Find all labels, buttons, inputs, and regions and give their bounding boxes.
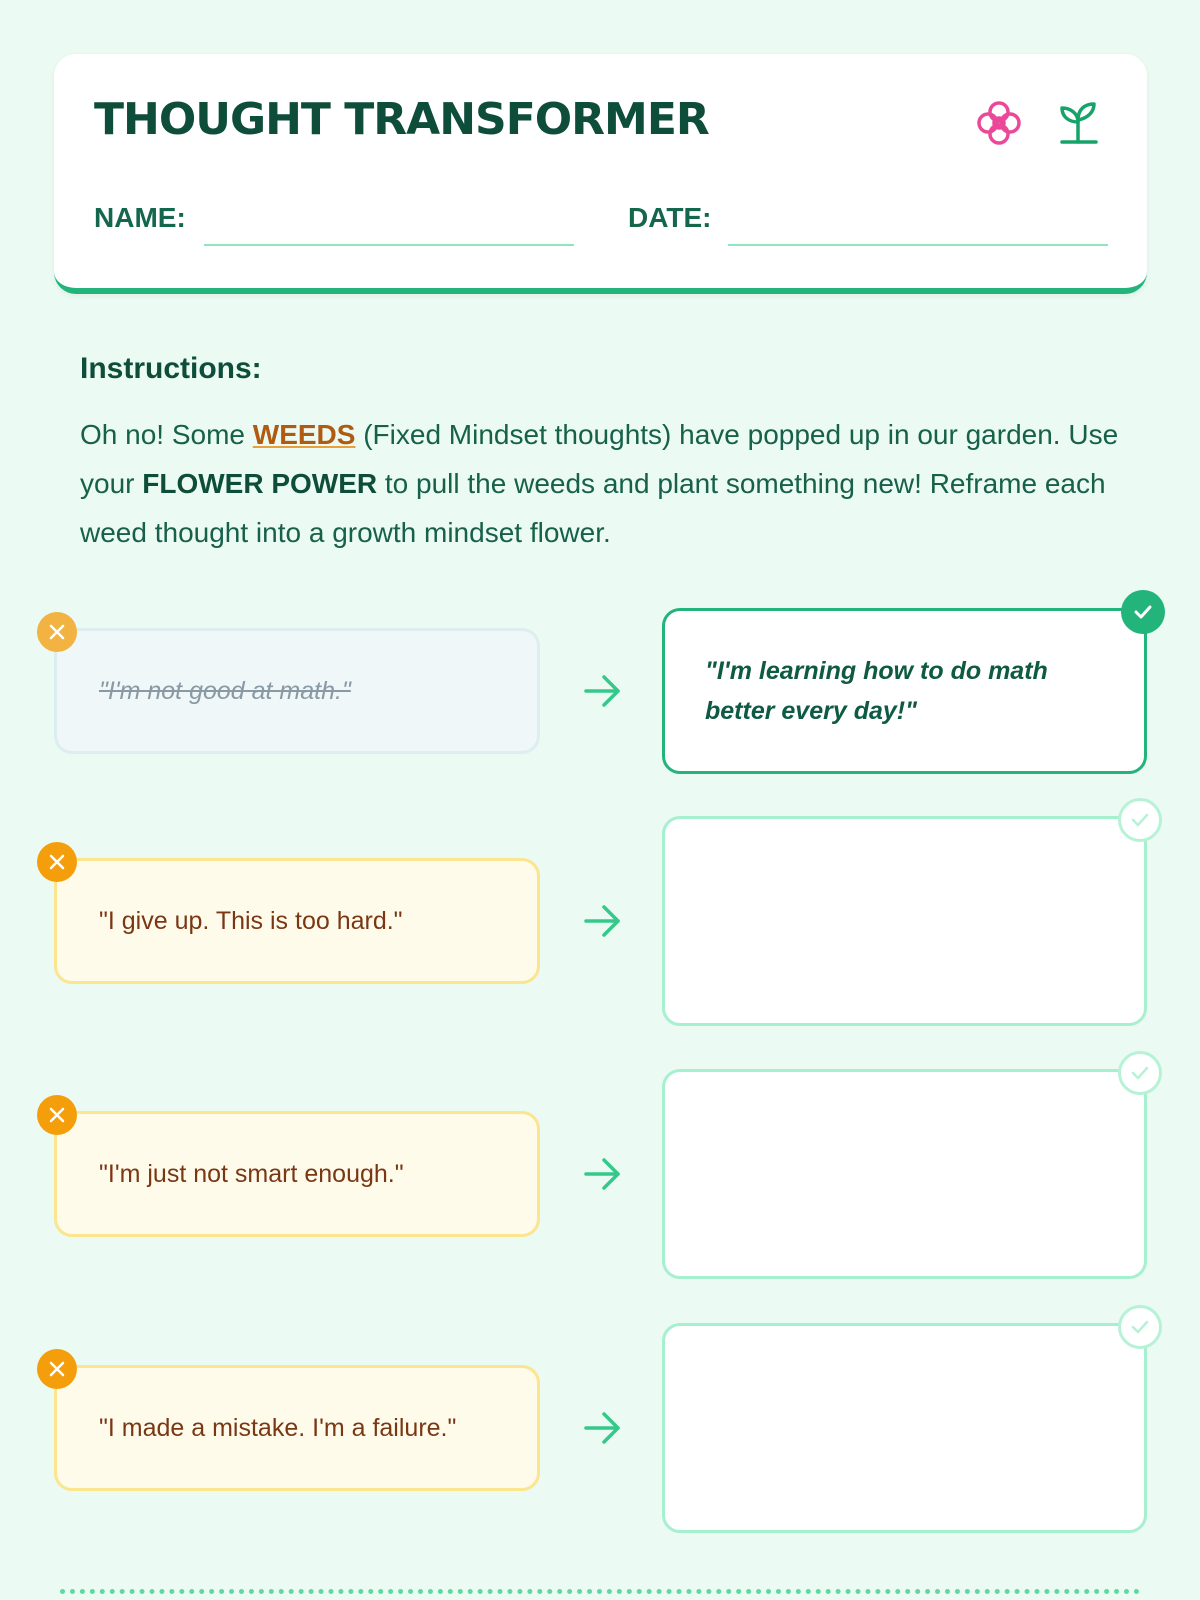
check-icon	[1118, 1305, 1162, 1349]
thought-row	[0, 798, 1200, 1018]
arrow-right-icon	[580, 669, 624, 713]
thought-row	[0, 1051, 1200, 1271]
arrow-right-icon	[580, 1152, 624, 1196]
growth-thought[interactable]: "I'm learning how to do math better every day!"	[662, 608, 1147, 774]
instructions-text-part: (Fixed Mindset thoughts) have popped up in our garden. Use your	[80, 419, 1119, 499]
growth-thought-input[interactable]	[662, 1069, 1147, 1279]
check-icon	[1118, 798, 1162, 842]
weed-thought: "I'm not good at math."	[54, 628, 540, 754]
check-icon	[1121, 590, 1165, 634]
header-card	[54, 54, 1147, 294]
name-field[interactable]	[204, 244, 574, 246]
thought-row	[0, 590, 1200, 810]
close-icon	[37, 842, 77, 882]
arrow-right-icon	[580, 899, 624, 943]
weed-thought: "I made a mistake. I'm a failure."	[54, 1365, 540, 1491]
check-icon	[1118, 1051, 1162, 1095]
flower-icon	[974, 98, 1024, 148]
dotted-divider	[60, 1589, 1140, 1594]
weed-thought: "I give up. This is too hard."	[54, 858, 540, 984]
growth-thought-input[interactable]	[662, 816, 1147, 1026]
close-icon	[37, 1095, 77, 1135]
instructions-title: Instructions:	[80, 352, 262, 385]
sprout-icon	[1054, 98, 1104, 148]
instructions-text	[80, 410, 1120, 557]
page-title: THOUGHT TRANSFORMER	[94, 94, 709, 145]
name-label: NAME:	[94, 202, 186, 233]
arrow-right-icon	[580, 1406, 624, 1450]
date-field[interactable]	[728, 244, 1108, 246]
close-icon	[37, 1349, 77, 1389]
flower-power-keyword: FLOWER POWER	[142, 468, 378, 499]
date-label: DATE:	[628, 202, 712, 233]
growth-thought-input[interactable]	[662, 1323, 1147, 1533]
thought-row	[0, 1305, 1200, 1525]
weed-thought: "I'm just not smart enough."	[54, 1111, 540, 1237]
instructions-text-part: Oh no! Some	[80, 419, 253, 450]
instructions-text-part: to pull the weeds and plant something new! Reframe each weed thought into a growth mindset flower.	[80, 468, 1106, 548]
weeds-keyword: WEEDS	[252, 419, 356, 450]
close-icon	[37, 612, 77, 652]
